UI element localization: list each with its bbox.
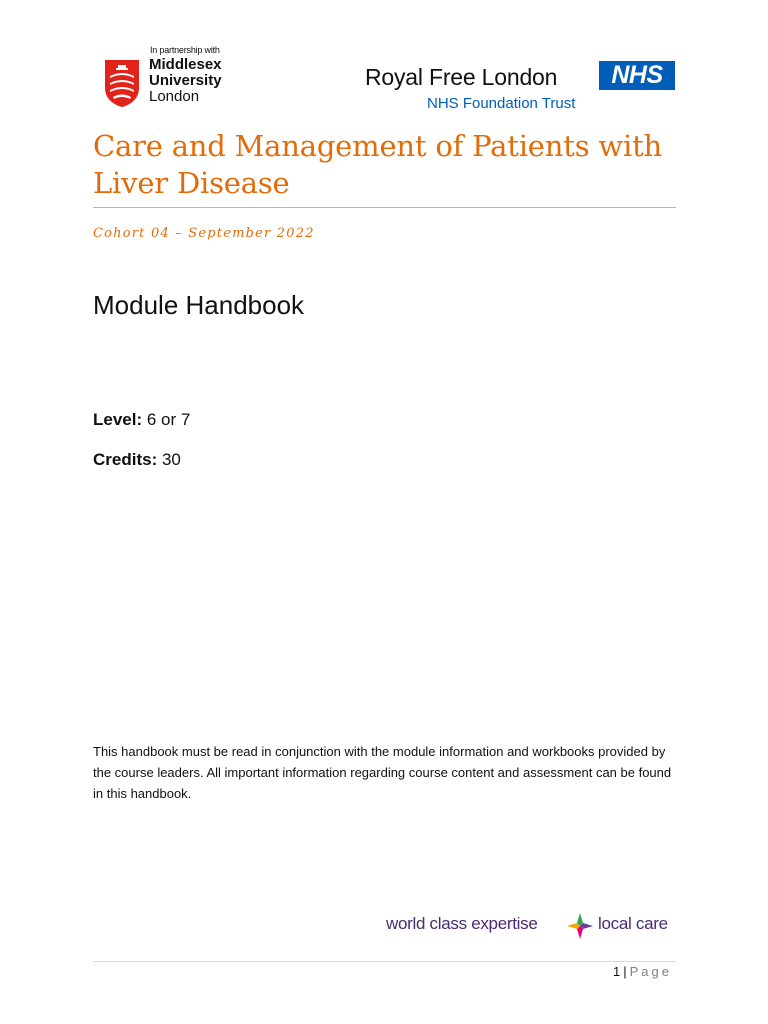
mdx-shield-icon	[103, 58, 141, 108]
document-subtitle: Module Handbook	[93, 290, 305, 320]
page-word: Page	[629, 964, 672, 979]
mdx-name-line3: London	[149, 88, 200, 105]
page-number: 1	[613, 964, 621, 979]
mdx-university-name	[149, 57, 222, 105]
credits-label: Credits:	[93, 450, 158, 469]
level-field	[93, 410, 190, 430]
star-cross-icon	[566, 912, 594, 940]
document-title-line2: Liver Disease	[93, 166, 290, 200]
level-label: Level:	[93, 410, 143, 429]
document-title-line1: Care and Management of Patients with	[93, 129, 663, 163]
footer-slogan	[386, 910, 678, 940]
royal-free-nhs-logo	[365, 60, 677, 114]
middlesex-university-logo	[103, 44, 243, 110]
footer-divider	[93, 961, 676, 962]
document-title	[93, 128, 683, 202]
page-separator: |	[623, 964, 627, 979]
nhs-badge: NHS	[599, 61, 675, 90]
credits-value: 30	[161, 450, 181, 469]
mdx-partnership-text: In partnership with	[150, 45, 220, 55]
handbook-note: This handbook must be read in conjunction with the module information and workbooks provided by the course leaders. All important information regarding course content and assessment can be found in this handbook.	[93, 744, 672, 801]
slogan-right-text: local care	[598, 914, 668, 933]
trust-subtitle: NHS Foundation Trust	[427, 95, 576, 112]
level-value: 6 or 7	[146, 410, 191, 429]
credits-field	[93, 450, 181, 470]
mdx-name-line2: University	[149, 72, 222, 89]
title-divider	[93, 207, 676, 208]
slogan-left-text: world class expertise	[386, 914, 538, 933]
cohort-label: Cohort 04 – September 2022	[93, 226, 315, 241]
page-footer	[613, 964, 672, 979]
trust-name: Royal Free London	[365, 64, 558, 90]
mdx-name-line1: Middlesex	[149, 56, 222, 73]
